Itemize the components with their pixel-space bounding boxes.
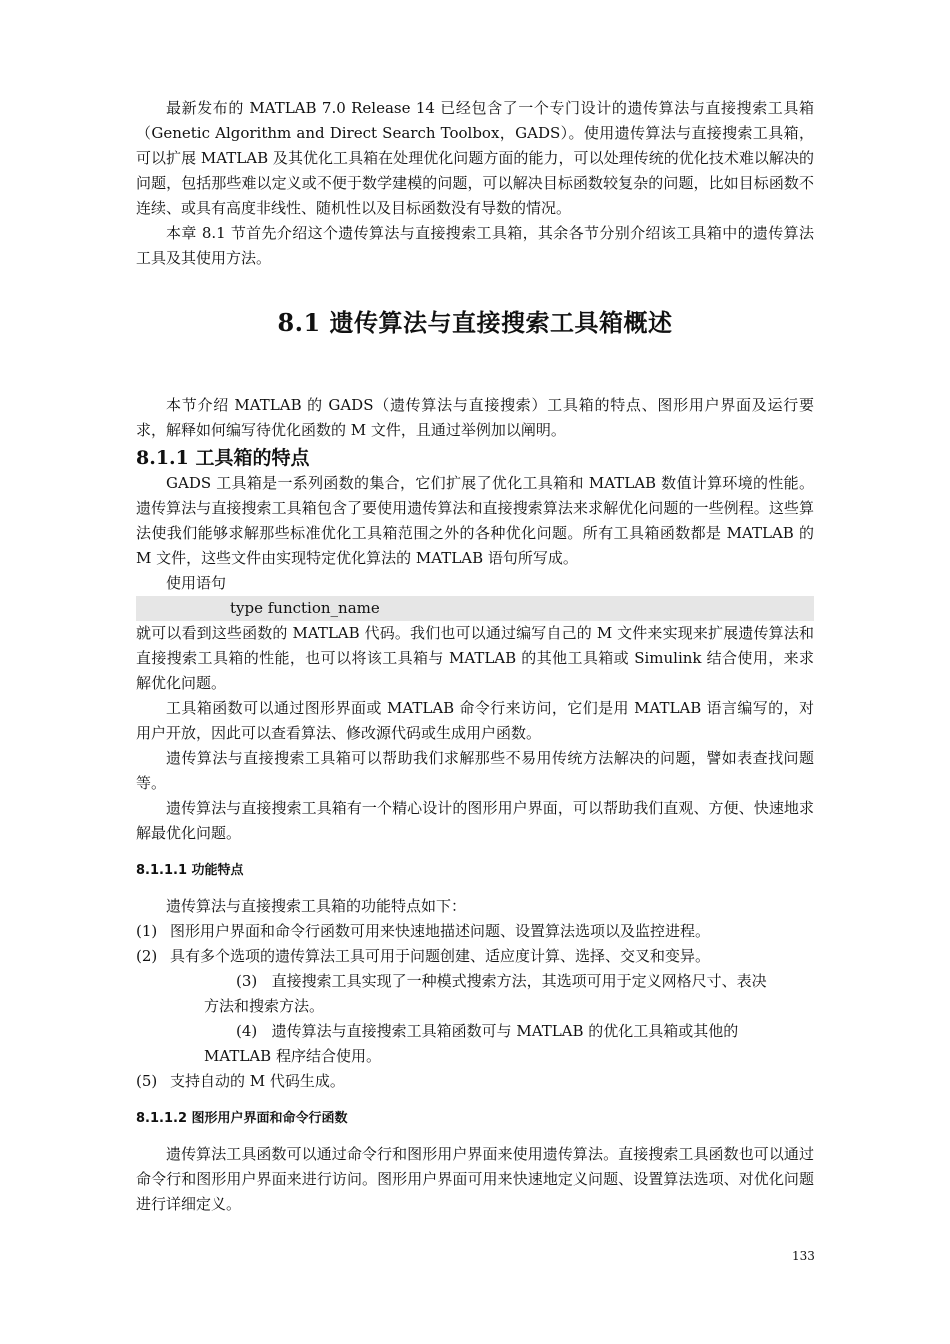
feature-text: 支持自动的 M 代码生成。 bbox=[170, 1072, 345, 1090]
section-paragraph-1: 本节介绍 MATLAB 的 GADS（遗传算法与直接搜索）工具箱的特点、图形用户界面及运行要求，解释如何编写待优化函数的 M 文件，且通过举例加以阐明。 bbox=[136, 396, 814, 439]
feature-number: (2) bbox=[136, 947, 158, 965]
page-number: 133 bbox=[792, 1249, 815, 1263]
subsection-paragraph-4: 工具箱函数可以通过图形界面或 MATLAB 命令行来访问，它们是用 MATLAB 语言编写的，对用户开放，因此可以查看算法、修改源代码或生成用户函数。 bbox=[136, 699, 814, 742]
feature-item-4 bbox=[136, 1019, 814, 1069]
feature-text: 直接搜索工具实现了一种模式搜索方法，其选项可用于定义网格尺寸、表决 bbox=[271, 972, 767, 990]
gui-paragraph: 遗传算法工具函数可以通过命令行和图形用户界面来使用遗传算法。直接搜索工具函数也可以通过命令行和图形用户界面来进行访问。图形用户界面可用来快速地定义问题、设置算法选项、对优化问题进行详细定义。 bbox=[136, 1145, 814, 1213]
subsection-paragraph-5: 遗传算法与直接搜索工具箱可以帮助我们求解那些不易用传统方法解决的问题，譬如表查找问题等。 bbox=[136, 749, 814, 792]
feature-item-3 bbox=[136, 969, 814, 1019]
feature-item-5 bbox=[136, 1069, 814, 1094]
feature-number: (4) bbox=[236, 1022, 258, 1040]
subsection-paragraph-1: GADS 工具箱是一系列函数的集合，它们扩展了优化工具箱和 MATLAB 数值计算环境的性能。遗传算法与直接搜索工具箱包含了要使用遗传算法和直接搜索算法来求解优化问题的一些例程。这些算法使我们能够求解那些标准优化工具箱范围之外的各种优化问题。所有工具箱函数都是 MATLAB 的 M 文件，这些文件由实现特定优化算法的 MATLAB 语句所写成。 bbox=[136, 474, 814, 567]
feature-text: 遗传算法与直接搜索工具箱函数可与 MATLAB 的优化工具箱或其他的 bbox=[271, 1022, 739, 1040]
feature-item-1 bbox=[136, 919, 814, 944]
feature-text: 图形用户界面和命令行函数可用来快速地描述问题、设置算法选项以及监控进程。 bbox=[170, 922, 711, 940]
feature-item-2 bbox=[136, 944, 814, 969]
subsection-title-8-1-1: 8.1.1 工具箱的特点 bbox=[136, 447, 310, 469]
subsection-paragraph-3: 就可以看到这些函数的 MATLAB 代码。我们也可以通过编写自己的 M 文件来实现来扩展遗传算法和直接搜索工具箱的性能，也可以将该工具箱与 MATLAB 的其他工具箱或 Simulink 结合使用，来求解优化问题。 bbox=[136, 624, 814, 692]
page-body bbox=[136, 96, 814, 1217]
intro-paragraph-2: 本章 8.1 节首先介绍这个遗传算法与直接搜索工具箱，其余各节分别介绍该工具箱中的遗传算法工具及其使用方法。 bbox=[136, 224, 814, 267]
feature-text-continuation: MATLAB 程序结合使用。 bbox=[204, 1047, 381, 1065]
subsection-paragraph-6: 遗传算法与直接搜索工具箱有一个精心设计的图形用户界面，可以帮助我们直观、方便、快速地求解最优化问题。 bbox=[136, 799, 814, 842]
section-title: 8.1 遗传算法与直接搜索工具箱概述 bbox=[277, 308, 673, 337]
features-intro: 遗传算法与直接搜索工具箱的功能特点如下： bbox=[166, 897, 467, 915]
code-block: type function_name bbox=[136, 596, 814, 621]
feature-number: (3) bbox=[236, 972, 258, 990]
feature-text-continuation: 方法和搜索方法。 bbox=[204, 997, 325, 1015]
feature-number: (5) bbox=[136, 1072, 158, 1090]
intro-paragraph-1: 最新发布的 MATLAB 7.0 Release 14 已经包含了一个专门设计的遗传算法与直接搜索工具箱（Genetic Algorithm and Direct Search Toolbox，GADS）。使用遗传算法与直接搜索工具箱，可以扩展 MATLAB 及其优化工具箱在处理优化问题方面的能力，可以处理传统的优化技术难以解决的问题，包括那些难以定义或不便于数学建模的问题，可以解决目标函数较复杂的问题，比如目标函数不连续、或具有高度非线性、随机性以及目标函数没有导数的情况。 bbox=[136, 99, 814, 217]
feature-number: (1) bbox=[136, 922, 158, 940]
heading-8-1-1-2: 8.1.1.2 图形用户界面和命令行函数 bbox=[136, 1111, 348, 1126]
subsection-paragraph-2: 使用语句 bbox=[166, 574, 227, 592]
heading-8-1-1-1: 8.1.1.1 功能特点 bbox=[136, 863, 244, 878]
feature-text: 具有多个选项的遗传算法工具可用于问题创建、适应度计算、选择、交叉和变异。 bbox=[170, 947, 711, 965]
